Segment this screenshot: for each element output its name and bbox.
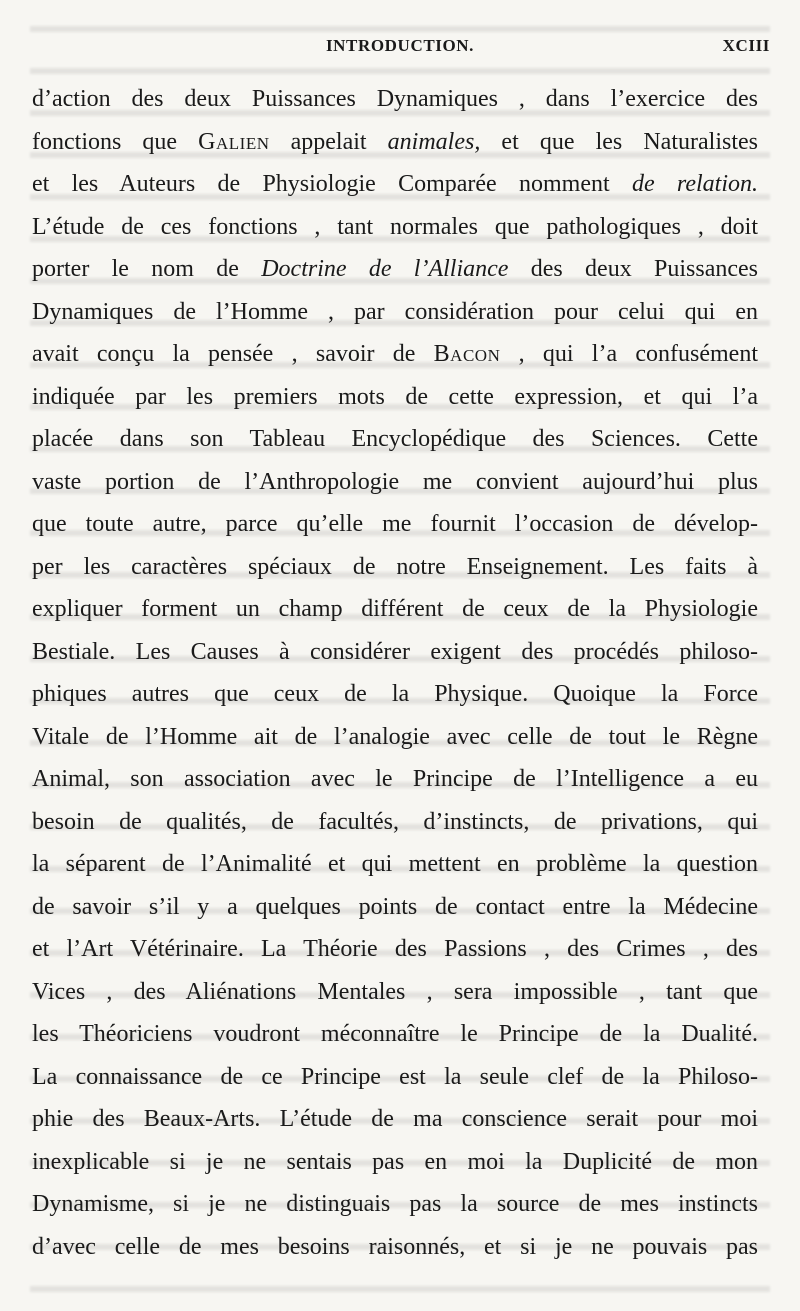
running-head-title: INTRODUCTION. bbox=[325, 36, 475, 55]
text-run: et les Auteurs de Physiologie Comparée nomment bbox=[32, 171, 632, 197]
text-run: d’avec celle de mes besoins raisonnés, et si je ne pouvais pas bbox=[32, 1233, 758, 1260]
text-line bbox=[32, 716, 758, 759]
text-run: Dynamisme, si je ne distinguais pas la source de mes instincts bbox=[32, 1191, 758, 1217]
text-run: per les caractères spéciaux de notre Enseignement. Les faits à bbox=[32, 553, 758, 580]
text-line bbox=[32, 418, 758, 461]
small-caps-name: Galien bbox=[198, 128, 270, 155]
text-line bbox=[32, 163, 758, 206]
text-run: d’action des deux Puissances Dynamiques , dans l’exercice des bbox=[32, 86, 758, 112]
text-run: L’étude de ces fonctions , tant normales que pathologiques , doit bbox=[32, 213, 758, 240]
italic-phrase: animales, bbox=[387, 128, 481, 155]
text-line bbox=[32, 1141, 758, 1184]
text-line bbox=[32, 631, 758, 674]
text-line bbox=[32, 206, 758, 249]
text-run: Vices , des Aliénations Mentales , sera impossible , tant que bbox=[32, 978, 758, 1005]
text-line bbox=[32, 121, 758, 164]
text-line bbox=[32, 928, 758, 971]
text-run: Animal, son association avec le Principe de l’Intelligence a eu bbox=[32, 766, 758, 792]
text-line bbox=[32, 758, 758, 801]
text-run: vaste portion de l’Anthropologie me convient aujourd’hui plus bbox=[32, 468, 758, 495]
text-run: porter le nom de bbox=[32, 256, 262, 282]
text-line bbox=[32, 248, 758, 291]
text-run: expliquer forment un champ différent de ceux de la Physiologie bbox=[32, 596, 758, 622]
text-run: Vitale de l’Homme ait de l’analogie avec celle de tout le Règne bbox=[32, 723, 758, 750]
text-run: La connaissance de ce Principe est la seule clef de la Philoso- bbox=[32, 1063, 758, 1090]
italic-phrase: de relation. bbox=[631, 171, 758, 197]
text-line bbox=[32, 546, 758, 589]
text-run: la séparent de l’Animalité et qui mettent en problème la question bbox=[32, 851, 758, 877]
text-line bbox=[32, 1056, 758, 1099]
text-line bbox=[32, 1183, 758, 1226]
text-run: phiques autres que ceux de la Physique. Quoique la Force bbox=[32, 681, 758, 707]
text-run: et que les Naturalistes bbox=[480, 128, 758, 155]
text-line bbox=[32, 1098, 758, 1141]
text-run: de savoir s’il y a quelques points de contact entre la Médecine bbox=[32, 893, 758, 920]
text-line bbox=[32, 333, 758, 376]
text-line bbox=[32, 503, 758, 546]
running-head bbox=[30, 36, 770, 60]
text-run: Bestiale. Les Causes à considérer exigent des procédés philoso- bbox=[32, 638, 758, 665]
text-run: appelait bbox=[269, 128, 388, 155]
text-run: , qui l’a confusément bbox=[500, 341, 758, 367]
text-line bbox=[32, 801, 758, 844]
text-line bbox=[32, 461, 758, 504]
small-caps-name: Bacon bbox=[433, 341, 501, 367]
text-line bbox=[32, 971, 758, 1014]
text-line bbox=[32, 1226, 758, 1269]
text-line bbox=[32, 588, 758, 631]
italic-phrase: Doctrine de l’Alliance bbox=[261, 256, 509, 282]
body-text bbox=[32, 78, 758, 1268]
text-line bbox=[32, 886, 758, 929]
text-line bbox=[32, 843, 758, 886]
text-run: les Théoriciens voudront méconnaître le Principe de la Dualité. bbox=[32, 1021, 758, 1047]
text-run: inexplicable si je ne sentais pas en moi la Duplicité de mon bbox=[32, 1148, 758, 1175]
text-line bbox=[32, 291, 758, 334]
text-line bbox=[32, 1013, 758, 1056]
text-run: besoin de qualités, de facultés, d’instincts, de privations, qui bbox=[32, 808, 758, 835]
text-run: indiquée par les premiers mots de cette expression, et qui l’a bbox=[32, 383, 758, 410]
text-run: des deux Puissances bbox=[508, 256, 758, 282]
text-line bbox=[32, 78, 758, 121]
text-run: et l’Art Vétérinaire. La Théorie des Passions , des Crimes , des bbox=[32, 936, 758, 962]
text-run: placée dans son Tableau Encyclopédique des Sciences. Cette bbox=[32, 426, 758, 452]
text-run: avait conçu la pensée , savoir de bbox=[32, 341, 434, 367]
text-line bbox=[32, 376, 758, 419]
text-run: Dynamiques de l’Homme , par considération pour celui qui en bbox=[32, 298, 758, 325]
text-run: fonctions que bbox=[32, 128, 199, 155]
text-run: phie des Beaux-Arts. L’étude de ma conscience serait pour moi bbox=[32, 1106, 758, 1132]
page-number: XCIII bbox=[722, 36, 770, 55]
text-line bbox=[32, 673, 758, 716]
text-run: que toute autre, parce qu’elle me fournit l’occasion de dévelop- bbox=[32, 511, 758, 537]
